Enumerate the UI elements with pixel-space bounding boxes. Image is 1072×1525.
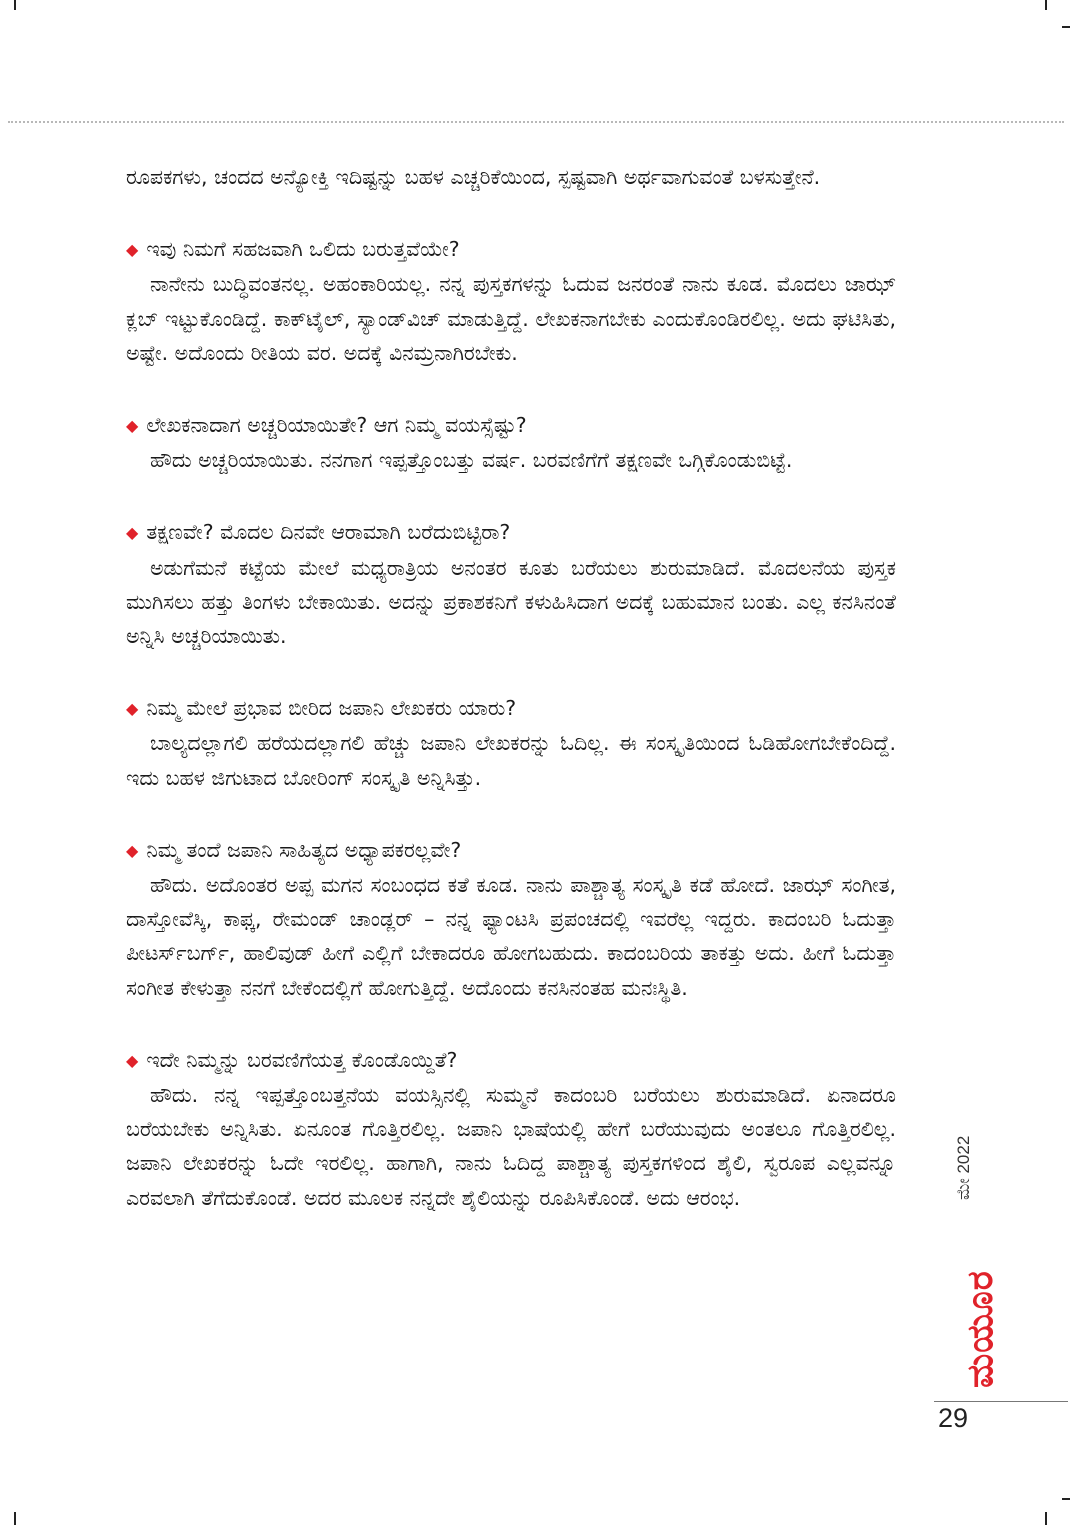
footer-rule	[934, 1401, 1068, 1402]
article-body	[126, 160, 896, 1215]
crop-mark-top-left	[14, 0, 16, 10]
crop-mark-top-right	[1045, 0, 1047, 10]
crop-mark-bottom-left	[14, 1512, 16, 1525]
question	[126, 833, 896, 868]
answer: ಹೌದು ಅಚ್ಚರಿಯಾಯಿತು. ನನಗಾಗ ಇಪ್ಪತ್ತೊಂಬತ್ತು ವರ್ಷ. ಬರವಣಿಗೆಗೆ ತಕ್ಷಣವೇ ಒಗ್ಗಿಕೊಂಡುಬಿಟ್ಟೆ.	[150, 448, 793, 473]
diamond-bullet-icon: ◆	[126, 840, 139, 860]
intro-paragraph: ರೂಪಕಗಳು, ಚಂದದ ಅನ್ಯೋಕ್ತಿ ಇದಿಷ್ಟನ್ನು ಬಹಳ ಎಚ್ಚರಿಕೆಯಿಂದ, ಸ್ಪಷ್ಟವಾಗಿ ಅರ್ಥವಾಗುವಂತೆ ಬಳಸುತ್ತೇನೆ.	[126, 165, 821, 189]
crop-mark-bottom-right-side	[1062, 1498, 1070, 1500]
question	[126, 1043, 896, 1078]
issue-date: ಮೇ 2022	[954, 1135, 973, 1200]
question-text: ಇದೇ ನಿಮ್ಮನ್ನು ಬರವಣಿಗೆಯತ್ತ ಕೊಂಡೊಯ್ದಿತೆ?	[146, 1047, 458, 1072]
question	[126, 232, 896, 267]
question-text: ಇವು ನಿಮಗೆ ಸಹಜವಾಗಿ ಒಲಿದು ಬರುತ್ತವೆಯೇ?	[146, 237, 460, 262]
qa-block-5	[126, 833, 896, 1005]
answer: ಬಾಲ್ಯದಲ್ಲಾಗಲಿ ಹರೆಯದಲ್ಲಾಗಲಿ ಹೆಚ್ಚು ಜಪಾನಿ ಲೇಖಕರನ್ನು ಓದಿಲ್ಲ. ಈ ಸಂಸ್ಕೃತಿಯಿಂದ ಓಡಿಹೋಗಬೇಕೆಂದಿದ್ದೆ. ಇದು ಬಹಳ ಜಿಗುಟಾದ ಬೋರಿಂಗ್ ಸಂಸ್ಕೃತಿ ಅನ್ನಿಸಿತ್ತು.	[126, 731, 896, 790]
question-text: ಲೇಖಕನಾದಾಗ ಅಚ್ಚರಿಯಾಯಿತೇ? ಆಗ ನಿಮ್ಮ ವಯಸ್ಸೆಷ್ಟು?	[146, 413, 527, 438]
question	[126, 515, 896, 550]
diamond-bullet-icon: ◆	[126, 240, 139, 260]
crop-mark-bottom-right	[1045, 1512, 1047, 1525]
dotted-header-rule	[8, 121, 1064, 123]
qa-block-2	[126, 408, 896, 477]
answer: ಹೌದು. ನನ್ನ ಇಪ್ಪತ್ತೊಂಬತ್ತನೆಯ ವಯಸ್ಸಿನಲ್ಲಿ ಸುಮ್ಮನೆ ಕಾದಂಬರಿ ಬರೆಯಲು ಶುರುಮಾಡಿದೆ. ಏನಾದರೂ ಬರೆಯಬೇಕು ಅನ್ನಿಸಿತು. ಏನೂಂತ ಗೊತ್ತಿರಲಿಲ್ಲ. ಜಪಾನಿ ಭಾಷೆಯಲ್ಲಿ ಹೇಗೆ ಬರೆಯುವುದು ಅಂತಲೂ ಗೊತ್ತಿರಲಿಲ್ಲ. ಜಪಾನಿ ಲೇಖಕರನ್ನು ಓದೇ ಇರಲಿಲ್ಲ. ಹಾಗಾಗಿ, ನಾನು ಓದಿದ್ದ ಪಾಶ್ಚಾತ್ಯ ಪುಸ್ತಕಗಳಿಂದ ಶೈಲಿ, ಸ್ವರೂಪ ಎಲ್ಲವನ್ನೂ ಎರವಲಾಗಿ ತೆಗೆದುಕೊಂಡೆ. ಅದರ ಮೂಲಕ ನನ್ನದೇ ಶೈಲಿಯನ್ನು ರೂಪಿಸಿಕೊಂಡೆ. ಅದು ಆರಂಭ.	[126, 1083, 896, 1210]
page-number: 29	[938, 1403, 969, 1433]
qa-block-4	[126, 691, 896, 795]
qa-block-1	[126, 232, 896, 370]
question-text: ನಿಮ್ಮ ಮೇಲೆ ಪ್ರಭಾವ ಬೀರಿದ ಜಪಾನಿ ಲೇಖಕರು ಯಾರು?	[146, 696, 517, 721]
diamond-bullet-icon: ◆	[126, 523, 139, 543]
question-text: ತಕ್ಷಣವೇ? ಮೊದಲ ದಿನವೇ ಆರಾಮಾಗಿ ಬರೆದುಬಿಟ್ಟಿರಾ?	[146, 520, 511, 545]
diamond-bullet-icon: ◆	[126, 699, 139, 719]
diamond-bullet-icon: ◆	[126, 1050, 139, 1070]
crop-mark-top-right-side	[1062, 26, 1070, 28]
answer: ಹೌದು. ಅದೊಂತರ ಅಪ್ಪ ಮಗನ ಸಂಬಂಧದ ಕತೆ ಕೂಡ. ನಾನು ಪಾಶ್ಚಾತ್ಯ ಸಂಸ್ಕೃತಿ ಕಡೆ ಹೋದೆ. ಜಾಝ್ ಸಂಗೀತ, ದಾಸ್ತೋವೆಸ್ಕಿ, ಕಾಫ್ಕ, ರೇಮಂಡ್ ಚಾಂಡ್ಲರ್ – ನನ್ನ ಫ್ಯಾಂಟಸಿ ಪ್ರಪಂಚದಲ್ಲಿ ಇವರೆಲ್ಲ ಇದ್ದರು. ಕಾದಂಬರಿ ಓದುತ್ತಾ ಪೀಟರ್ಸ್‌ಬರ್ಗ್, ಹಾಲಿವುಡ್ ಹೀಗೆ ಎಲ್ಲಿಗೆ ಬೇಕಾದರೂ ಹೋಗಬಹುದು. ಕಾದಂಬರಿಯ ತಾಕತ್ತು ಅದು. ಹೀಗೆ ಓದುತ್ತಾ ಸಂಗೀತ ಕೇಳುತ್ತಾ ನನಗೆ ಬೇಕೆಂದಲ್ಲಿಗೆ ಹೋಗುತ್ತಿದ್ದೆ. ಅದೊಂದು ಕನಸಿನಂತಹ ಮನಃಸ್ಥಿತಿ.	[126, 873, 896, 1000]
diamond-bullet-icon: ◆	[126, 416, 139, 436]
question	[126, 408, 896, 443]
answer: ನಾನೇನು ಬುದ್ಧಿವಂತನಲ್ಲ. ಅಹಂಕಾರಿಯಲ್ಲ. ನನ್ನ ಪುಸ್ತಕಗಳನ್ನು ಓದುವ ಜನರಂತೆ ನಾನು ಕೂಡ. ಮೊದಲು ಜಾಝ್ ಕ್ಲಬ್ ಇಟ್ಟುಕೊಂಡಿದ್ದೆ. ಕಾಕ್‌ಟೈಲ್, ಸ್ಯಾಂಡ್‌ವಿಚ್ ಮಾಡುತ್ತಿದ್ದೆ. ಲೇಖಕನಾಗಬೇಕು ಎಂದುಕೊಂಡಿರಲಿಲ್ಲ. ಅದು ಘಟಿಸಿತು, ಅಷ್ಟೇ. ಅದೊಂದು ರೀತಿಯ ವರ. ಅದಕ್ಕೆ ವಿನಮ್ರನಾಗಿರಬೇಕು.	[126, 272, 896, 365]
magazine-logo: ಮಯೂರ	[960, 1270, 1001, 1388]
qa-block-6	[126, 1043, 896, 1215]
answer: ಅಡುಗೆಮನೆ ಕಟ್ಟೆಯ ಮೇಲೆ ಮಧ್ಯರಾತ್ರಿಯ ಅನಂತರ ಕೂತು ಬರೆಯಲು ಶುರುಮಾಡಿದೆ. ಮೊದಲನೆಯ ಪುಸ್ತಕ ಮುಗಿಸಲು ಹತ್ತು ತಿಂಗಳು ಬೇಕಾಯಿತು. ಅದನ್ನು ಪ್ರಕಾಶಕನಿಗೆ ಕಳುಹಿಸಿದಾಗ ಅದಕ್ಕೆ ಬಹುಮಾನ ಬಂತು. ಎಲ್ಲ ಕನಸಿನಂತೆ ಅನ್ನಿಸಿ ಅಚ್ಚರಿಯಾಯಿತು.	[126, 555, 896, 649]
question	[126, 691, 896, 726]
question-text: ನಿಮ್ಮ ತಂದೆ ಜಪಾನಿ ಸಾಹಿತ್ಯದ ಅಧ್ಯಾಪಕರಲ್ಲವೇ?	[146, 837, 462, 862]
qa-block-3	[126, 515, 896, 653]
